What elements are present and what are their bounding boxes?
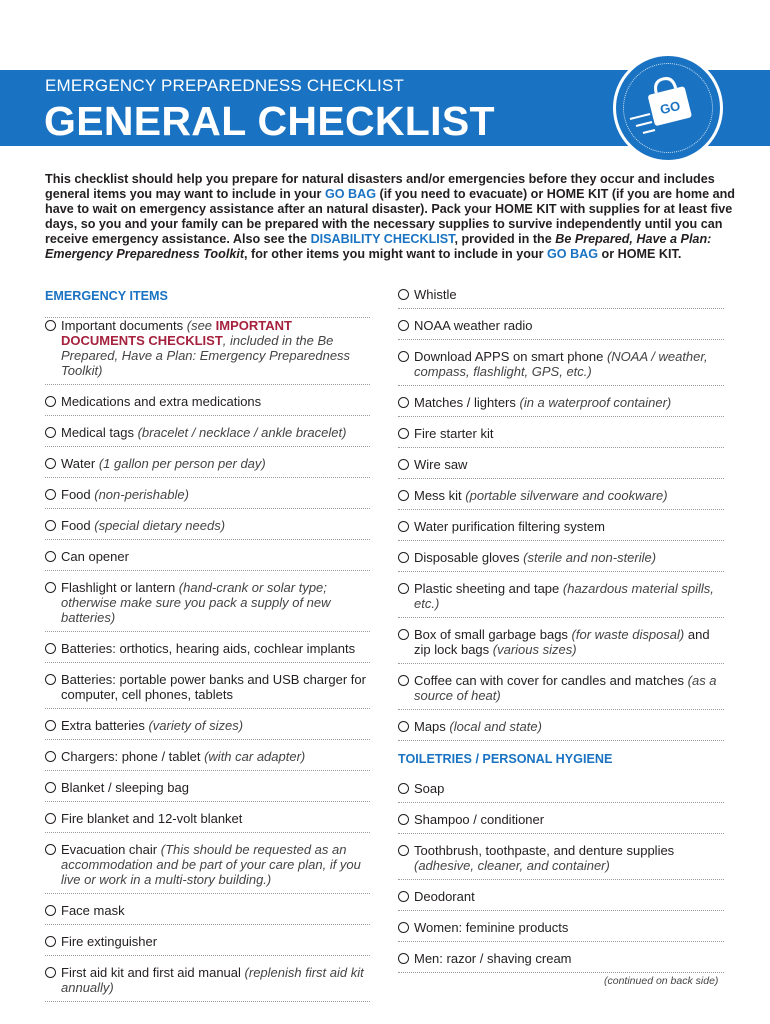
checkbox-circle-icon[interactable] — [45, 936, 56, 947]
item-label: Water purification filtering system — [414, 519, 605, 534]
checklist-item[interactable] — [398, 550, 724, 572]
item-note: (adhesive, cleaner, and container) — [414, 858, 610, 873]
checkbox-circle-icon[interactable] — [398, 675, 409, 686]
checkbox-circle-icon[interactable] — [398, 351, 409, 362]
checklist-item[interactable] — [45, 780, 370, 802]
emergency-items-list-continued — [398, 287, 724, 741]
checklist-item[interactable] — [398, 781, 724, 803]
go-bag-link: GO BAG — [324, 187, 377, 201]
checklist-item[interactable] — [398, 920, 724, 942]
item-note: (variety of sizes) — [148, 718, 244, 733]
item-note: (in a waterproof container) — [519, 395, 672, 410]
checkbox-circle-icon[interactable] — [398, 814, 409, 825]
item-label: Blanket / sleeping bag — [61, 780, 189, 795]
disability-checklist-link: DISABILITY CHECKLIST — [310, 232, 455, 246]
item-note: (sterile and non-sterile) — [523, 550, 657, 565]
speed-line — [636, 122, 652, 126]
item-label: Fire extinguisher — [61, 934, 158, 949]
item-note: (hand-crank or solar type; otherwise make sure you pack a supply of new batteries) — [61, 580, 331, 625]
speed-line — [643, 130, 655, 133]
item-label: Men: razor / shaving cream — [414, 951, 572, 966]
checklist-item[interactable] — [398, 488, 724, 510]
item-label: Plastic sheeting and tape — [414, 581, 563, 596]
intro-text: (if you need to evacuate) or HOME KIT (if you are home and have to wait on emergency assistance after an natural disaster). Pack your HOME KIT with supplies for at least five days, so you and your family can be prepared with the necessary supplies to survive independently until you can receive emergency assistance. Also see the — [45, 187, 735, 246]
item-label: and zip lock bags — [414, 627, 710, 657]
checklist-item[interactable] — [398, 519, 724, 541]
item-note: (non-perishable) — [94, 487, 189, 502]
item-note: (bracelet / necklace / ankle bracelet) — [137, 425, 347, 440]
checklist-item[interactable] — [45, 749, 370, 771]
checkbox-circle-icon[interactable] — [398, 845, 409, 856]
item-label: Toothbrush, toothpaste, and denture supplies — [414, 843, 675, 858]
footer-note: (continued on back side) — [604, 975, 719, 987]
checklist-item[interactable] — [45, 487, 370, 509]
checklist-item[interactable] — [45, 811, 370, 833]
checkbox-circle-icon[interactable] — [398, 922, 409, 933]
item-label: Fire blanket and 12-volt blanket — [61, 811, 243, 826]
checklist-item[interactable] — [398, 349, 724, 386]
item-label: Face mask — [61, 903, 125, 918]
supertitle: EMERGENCY PREPAREDNESS CHECKLIST — [45, 76, 405, 95]
item-label: NOAA weather radio — [414, 318, 533, 333]
checklist-item[interactable] — [45, 641, 370, 663]
intro-text: , for other items you might want to include in your — [244, 247, 547, 261]
checklist-item[interactable] — [398, 673, 724, 710]
checkbox-circle-icon[interactable] — [398, 783, 409, 794]
checklist-item[interactable] — [398, 812, 724, 834]
badge-go-label: GO — [658, 97, 682, 118]
item-label: Women: feminine products — [414, 920, 569, 935]
checkbox-circle-icon[interactable] — [45, 720, 56, 731]
item-label: Matches / lighters — [414, 395, 520, 410]
checklist-item[interactable] — [45, 718, 370, 740]
item-note: (This should be requested as an accommodation and be part of your care plan, if you live or work in a multi-story building.) — [61, 842, 361, 887]
item-label: Evacuation chair — [61, 842, 161, 857]
item-label: Disposable gloves — [414, 550, 524, 565]
checkbox-circle-icon[interactable] — [45, 844, 56, 855]
shopping-bag-icon — [616, 56, 726, 166]
item-label: Chargers: phone / tablet — [61, 749, 205, 764]
item-note: (with car adapter) — [204, 749, 306, 764]
checklist-item[interactable] — [398, 395, 724, 417]
checkbox-circle-icon[interactable] — [45, 520, 56, 531]
item-label: Soap — [414, 781, 445, 796]
checklist-item[interactable] — [45, 580, 370, 632]
checklist-item[interactable] — [398, 426, 724, 448]
item-label: Flashlight or lantern — [61, 580, 179, 595]
intro-text: or HOME KIT. — [598, 247, 682, 261]
item-note: , included in the Be Prepared, Have a Plan: Emergency Preparedness Toolkit) — [61, 333, 351, 378]
item-label: Wire saw — [414, 457, 468, 472]
checklist-item[interactable] — [398, 951, 724, 973]
checklist-item[interactable] — [45, 934, 370, 956]
checkbox-circle-icon[interactable] — [398, 289, 409, 300]
checklist-item[interactable] — [45, 518, 370, 540]
checklist-item[interactable] — [398, 843, 724, 880]
item-note: (1 gallon per person per day) — [98, 456, 266, 471]
item-note: (for waste disposal) — [571, 627, 685, 642]
item-label: Water — [61, 456, 99, 471]
intro-paragraph — [45, 172, 735, 262]
item-label: Download APPS on smart phone — [414, 349, 607, 364]
checkbox-circle-icon[interactable] — [398, 891, 409, 902]
item-label: Batteries: portable power banks and USB charger for computer, cell phones, tablets — [61, 672, 366, 702]
checkbox-circle-icon[interactable] — [45, 458, 56, 469]
item-label: Important documents — [61, 318, 187, 333]
item-label: Batteries: orthotics, hearing aids, cochlear implants — [61, 641, 356, 656]
go-bag-badge — [613, 53, 723, 163]
checkbox-circle-icon[interactable] — [398, 459, 409, 470]
item-label: Medical tags — [61, 425, 138, 440]
item-label: Deodorant — [414, 889, 475, 904]
checklist-item[interactable] — [398, 318, 724, 340]
checkbox-circle-icon[interactable] — [398, 521, 409, 532]
checkbox-circle-icon[interactable] — [45, 967, 56, 978]
checklist-item[interactable] — [45, 425, 370, 447]
checkbox-circle-icon[interactable] — [45, 813, 56, 824]
checkbox-circle-icon[interactable] — [45, 674, 56, 685]
checklist-item[interactable] — [45, 394, 370, 416]
section-heading-toiletries: TOILETRIES / PERSONAL HYGIENE — [398, 752, 613, 766]
checkbox-circle-icon[interactable] — [45, 643, 56, 654]
checkbox-circle-icon[interactable] — [45, 782, 56, 793]
item-label: First aid kit and first aid manual — [61, 965, 245, 980]
checkbox-circle-icon[interactable] — [45, 489, 56, 500]
checkbox-circle-icon[interactable] — [398, 397, 409, 408]
checkbox-circle-icon[interactable] — [398, 320, 409, 331]
checklist-item[interactable] — [45, 903, 370, 925]
checkbox-circle-icon[interactable] — [398, 428, 409, 439]
item-note: (special dietary needs) — [94, 518, 226, 533]
item-note: (as a source of heat) — [414, 673, 717, 703]
toolkit-title: Be Prepared, Have a Plan: Emergency Preparedness Toolkit — [45, 232, 712, 261]
checkbox-circle-icon[interactable] — [398, 953, 409, 964]
go-bag-link: GO BAG — [546, 247, 599, 261]
checklist-item[interactable] — [398, 627, 724, 664]
checklist-item[interactable] — [45, 456, 370, 478]
checkbox-circle-icon[interactable] — [398, 721, 409, 732]
page-title: GENERAL CHECKLIST — [44, 98, 495, 144]
checklist-item[interactable] — [45, 842, 370, 894]
item-label: Maps — [414, 719, 450, 734]
toiletries-list — [398, 781, 724, 973]
checkbox-circle-icon[interactable] — [398, 552, 409, 563]
item-label: Food — [61, 487, 95, 502]
checkbox-circle-icon[interactable] — [45, 582, 56, 593]
intro-text: This checklist should help you prepare for natural disasters and/or emergencies before they occur and includes general items you may want to include in your — [45, 172, 715, 201]
checkbox-circle-icon[interactable] — [45, 551, 56, 562]
item-label: Medications and extra medications — [61, 394, 262, 409]
intro-text: , provided in the — [454, 232, 556, 246]
checkbox-circle-icon[interactable] — [45, 427, 56, 438]
section-heading-emergency-items: EMERGENCY ITEMS — [45, 289, 168, 303]
item-note: (local and state) — [449, 719, 542, 734]
speed-line — [630, 114, 650, 119]
right-column — [398, 287, 724, 982]
checkbox-circle-icon[interactable] — [398, 629, 409, 640]
item-label: Coffee can with cover for candles and matches — [414, 673, 688, 688]
important-documents-link: IMPORTANT DOCUMENTS CHECKLIST — [61, 318, 292, 348]
item-note: (NOAA / weather, compass, flashlight, GPS, etc.) — [414, 349, 708, 379]
checklist-item[interactable] — [398, 889, 724, 911]
item-note: (see — [186, 318, 216, 333]
checklist-item[interactable] — [45, 317, 370, 385]
item-label: Shampoo / conditioner — [414, 812, 545, 827]
checklist-item[interactable] — [45, 549, 370, 571]
emergency-items-list — [45, 317, 370, 1002]
item-note: (various sizes) — [492, 642, 577, 657]
checklist-item[interactable] — [398, 287, 724, 309]
checkbox-circle-icon[interactable] — [398, 490, 409, 501]
item-label: Box of small garbage bags — [414, 627, 572, 642]
checkbox-circle-icon[interactable] — [45, 751, 56, 762]
checkbox-circle-icon[interactable] — [45, 320, 56, 331]
item-note: (replenish first aid kit annually) — [61, 965, 364, 995]
item-label: Extra batteries — [61, 718, 149, 733]
checklist-item[interactable] — [398, 581, 724, 618]
checkbox-circle-icon[interactable] — [398, 583, 409, 594]
item-label: Can opener — [61, 549, 129, 564]
item-label: Whistle — [414, 287, 457, 302]
item-label: Mess kit — [414, 488, 466, 503]
checklist-item[interactable] — [45, 965, 370, 1002]
item-note: (hazardous material spills, etc.) — [414, 581, 714, 611]
item-label: Fire starter kit — [414, 426, 494, 441]
checkbox-circle-icon[interactable] — [45, 396, 56, 407]
item-note: (portable silverware and cookware) — [465, 488, 668, 503]
checkbox-circle-icon[interactable] — [45, 905, 56, 916]
checklist-item[interactable] — [45, 672, 370, 709]
checklist-item[interactable] — [398, 457, 724, 479]
emergency-items-column — [45, 287, 370, 1011]
item-label: Food — [61, 518, 95, 533]
checklist-item[interactable] — [398, 719, 724, 741]
